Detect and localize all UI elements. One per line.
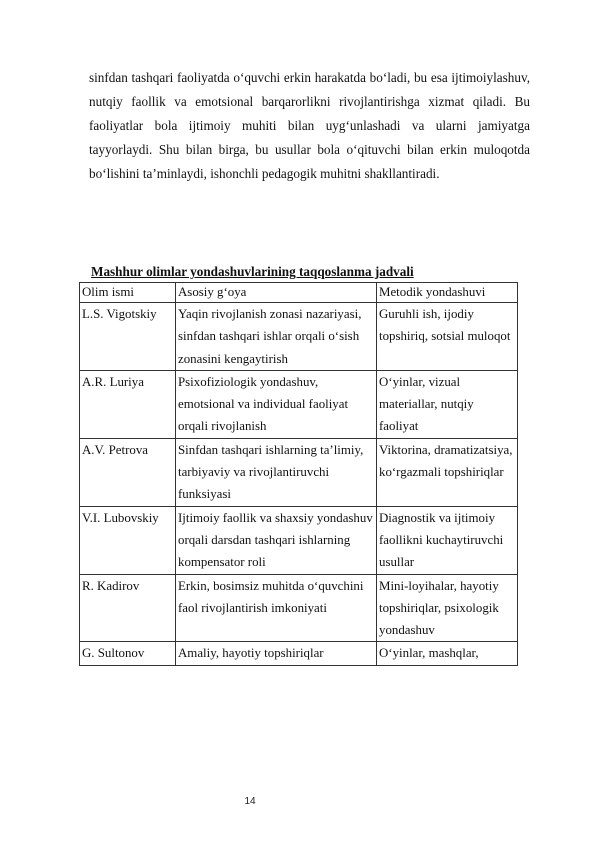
table-cell-method: Diagnostik va ijtimoiy faollikni kuchaytiruvchi usullar (377, 506, 518, 574)
table-header-row (80, 283, 518, 303)
table-row (80, 506, 518, 574)
table-cell-main-idea: Erkin, bosimsiz muhitda o‘quvchini faol rivojlantirish imkoniyati (176, 574, 377, 642)
table-cell-method: Mini-loyihalar, hayotiy topshiriqlar, psixologik yondashuv (377, 574, 518, 642)
body-paragraph: sinfdan tashqari faoliyatda o‘quvchi erkin harakatda bo‘ladi, bu esa ijtimoiylashuv, nutqiy faollik va emotsional barqarorlikni rivojlantirishga xizmat qiladi. Bu faoliyatlar bola ijtimoiy muhiti bilan uyg‘unlashadi va ularni jamiyatga tayyorlaydi. Shu bilan birga, bu usullar bola o‘qituvchi bilan erkin muloqotda bo‘lishini ta’minlaydi, ishonchli pedagogik muhitni shakllantiradi. (89, 70, 530, 182)
table-cell-scientist: G. Sultonov (80, 642, 176, 665)
header-cell-main-idea: Asosiy g‘oya (176, 283, 377, 303)
table-cell-method: Guruhli ish, ijodiy topshiriq, sotsial muloqot (377, 303, 518, 371)
table-row (80, 370, 518, 438)
table-cell-main-idea: Ijtimoiy faollik va shaxsiy yondashuv orqali darsdan tashqari ishlarning kompensator roli (176, 506, 377, 574)
comparison-table (79, 282, 518, 666)
table-cell-main-idea: Amaliy, hayotiy topshiriqlar (176, 642, 377, 665)
header-cell-scientist: Olim ismi (80, 283, 176, 303)
table-row (80, 303, 518, 371)
table-cell-main-idea: Yaqin rivojlanish zonasi nazariyasi, sinfdan tashqari ishlar orqali o‘sish zonasini kengaytirish (176, 303, 377, 371)
table-row (80, 438, 518, 506)
table-cell-main-idea: Sinfdan tashqari ishlarning ta’limiy, tarbiyaviy va rivojlantiruvchi funksiyasi (176, 438, 377, 506)
table-cell-main-idea: Psixofiziologik yondashuv, emotsional va individual faoliyat orqali rivojlanish (176, 370, 377, 438)
table-cell-scientist: V.I. Lubovskiy (80, 506, 176, 574)
table-cell-scientist: A.V. Petrova (80, 438, 176, 506)
table-row (80, 642, 518, 665)
header-cell-method: Metodik yondashuvi (377, 283, 518, 303)
table-cell-method: O‘yinlar, vizual materiallar, nutqiy faoliyat (377, 370, 518, 438)
table-cell-method: O‘yinlar, mashqlar, (377, 642, 518, 665)
table-caption: Mashhur olimlar yondashuvlarining taqqoslanma jadvali (91, 264, 414, 279)
table-row (80, 574, 518, 642)
table-cell-scientist: L.S. Vigotskiy (80, 303, 176, 371)
table-cell-scientist: R. Kadirov (80, 574, 176, 642)
table-cell-method: Viktorina, dramatizatsiya, ko‘rgazmali topshiriqlar (377, 438, 518, 506)
page-number: 14 (244, 796, 256, 807)
table-cell-scientist: A.R. Luriya (80, 370, 176, 438)
